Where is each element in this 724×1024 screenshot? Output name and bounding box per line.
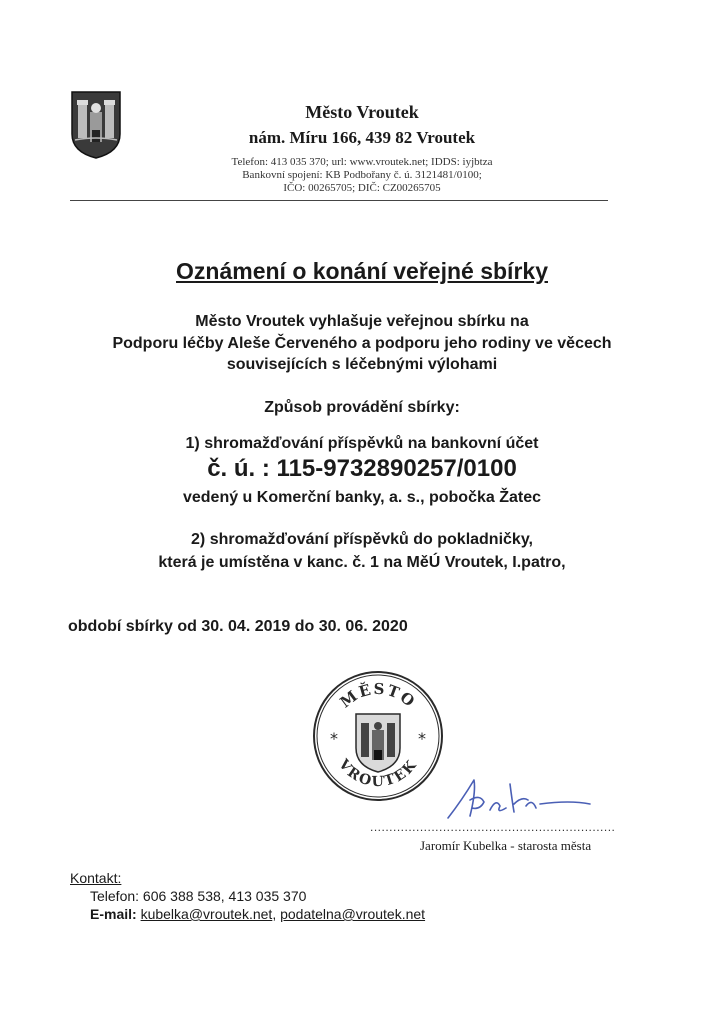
town-address: nám. Míru 166, 439 82 Vroutek: [248, 128, 476, 147]
town-crest-icon: [70, 90, 122, 160]
email-link-podatelna[interactable]: podatelna@vroutek.net: [280, 906, 426, 922]
contact-phone: Telefon: 606 388 538, 413 035 370: [90, 888, 307, 904]
stamp-bottom-text: VROUTEK: [335, 756, 421, 791]
header-contact-line: Telefon: 413 035 370; url: www.vroutek.net; IDDS: iyjbtza: [231, 156, 493, 168]
svg-text:*: *: [418, 729, 426, 748]
stamp-top-text: MĚSTO: [336, 679, 420, 712]
email-label: E-mail:: [90, 906, 137, 922]
header-divider: [70, 200, 608, 201]
contact-heading: Kontakt:: [70, 870, 122, 886]
signature-line: ................................................................: [370, 820, 616, 834]
town-name: Město Vroutek: [305, 102, 419, 122]
svg-text:*: *: [330, 729, 338, 748]
intro-line-3: souvisejících s léčebnými výlohami: [226, 356, 498, 373]
notice-title: Oznámení o konání veřejné sbírky: [176, 258, 548, 284]
method-1-line-3: vedený u Komerční banky, a. s., pobočka Žatec: [182, 489, 542, 506]
account-number: č. ú. : 115-9732890257/0100: [207, 455, 517, 482]
official-stamp-icon: [310, 668, 446, 804]
header-ids-line: IČO: 00265705; DIČ: CZ00265705: [283, 182, 441, 194]
contact-email-row: [90, 906, 425, 922]
email-separator: ,: [272, 906, 277, 922]
collection-period: období sbírky od 30. 04. 2019 do 30. 06. 2020: [68, 618, 408, 635]
signer-name: Jaromír Kubelka - starosta města: [420, 838, 592, 853]
method-2-line-2: která je umístěna v kanc. č. 1 na MěÚ Vroutek, I.patro,: [158, 554, 566, 571]
method-2-line-1: 2) shromažďování příspěvků do pokladničky,: [191, 531, 533, 548]
email-link-kubelka[interactable]: kubelka@vroutek.net: [140, 906, 273, 922]
intro-line-1: Město Vroutek vyhlašuje veřejnou sbírku na: [195, 313, 529, 330]
method-heading: Způsob provádění sbírky:: [264, 399, 460, 416]
svg-text:MĚSTO: [337, 680, 420, 712]
header-bank-line: Bankovní spojení: KB Podbořany č. ú. 3121481/0100;: [242, 169, 482, 181]
handwritten-signature-icon: [440, 770, 600, 826]
intro-line-2: Podporu léčby Aleše Červeného a podporu jeho rodiny ve věcech: [112, 335, 612, 352]
method-1-line-1: 1) shromažďování příspěvků na bankovní účet: [185, 435, 539, 452]
